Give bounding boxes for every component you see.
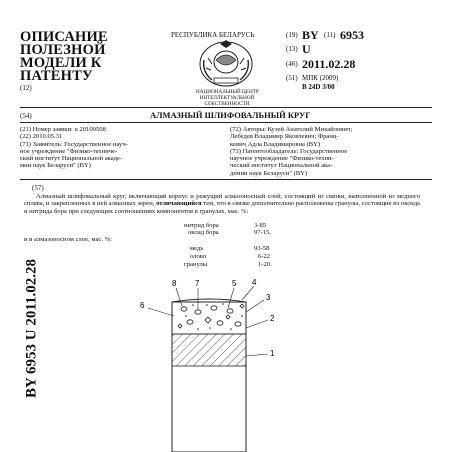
publication-date: 2011.02.28: [302, 57, 356, 71]
granule-name: нитрид бора: [184, 222, 219, 229]
hatched-layer: [172, 334, 246, 366]
mpk-class: B 24D 3/00: [302, 83, 335, 91]
figure-label: 8: [172, 279, 177, 288]
biblio-line: научное учреждение "Физико-техни-: [230, 155, 334, 163]
mpk-label: МПК (2009): [302, 74, 339, 82]
figure-label: 1: [270, 349, 275, 358]
layer-value: 1-20.: [258, 261, 272, 268]
biblio-line: Лебедев Владимир Яковлевич; Франц-: [230, 133, 339, 141]
divider: [20, 122, 432, 123]
kind-code: U: [302, 42, 311, 56]
invention-title: АЛМАЗНЫЙ ШЛИФОВАЛЬНЫЙ КРУГ: [150, 110, 311, 120]
biblio-line: кевич Адла Владимировна (BY): [230, 140, 321, 148]
center-line: НАЦИОНАЛЬНЫЙ ЦЕНТР: [196, 89, 259, 95]
granule-value: 3-85: [254, 222, 267, 229]
layer-name: олово: [190, 253, 207, 260]
field-11: (11): [324, 31, 336, 39]
figure-label: 7: [195, 279, 200, 288]
field-46: (46): [286, 60, 298, 68]
biblio-line: (22) 2010.05.31: [20, 133, 63, 141]
title-line: МОДЕЛИ К: [20, 55, 102, 71]
field-51: (51): [286, 74, 298, 82]
biblio-line: ский институт Национальной акаде-: [20, 155, 123, 163]
abstract-text: [24, 193, 420, 215]
layer-name: гранулы: [184, 261, 208, 268]
abstract-body-end: тем, что в связке дополнительно расположены гранулы, состоящие из оксида и нитрида бора при следующих соотношениях компонентов в гранулах, мас. %:: [24, 200, 420, 215]
layer-value: 6-22: [258, 253, 271, 260]
granule-value: 97-15,: [254, 229, 272, 236]
divider: [20, 179, 432, 180]
figure-label: 2: [270, 314, 275, 323]
biblio-line: (21) Номер заявки: u 20100508: [20, 126, 106, 133]
center-line: СОБСТВЕННОСТИ: [204, 101, 250, 107]
diamond-grains: [178, 304, 244, 328]
field-54: (54): [20, 112, 32, 120]
side-patent-number: BY 6953 U 2011.02.28: [23, 258, 40, 399]
biblio-right: [230, 126, 352, 177]
layer-value: 93-58: [254, 245, 270, 252]
patent-number: 6953: [340, 28, 364, 42]
biblio-line: демии наук Беларуси" (BY): [230, 169, 308, 177]
biblio-line: (72) Авторы: Кузей Анатолий Михайлович;: [230, 126, 353, 133]
abstract-keyword: отличающийся: [156, 200, 202, 208]
field-12: (12): [20, 84, 32, 92]
divider: [20, 107, 432, 108]
layer-name: медь: [190, 245, 204, 252]
field-57: (57): [32, 184, 44, 192]
biblio-line: мии наук Беларуси" (BY): [20, 162, 91, 170]
biblio-line: (73) Патентообладатель: Государственное: [230, 147, 348, 155]
biblio-line: ное учреждение "Физико-техниче-: [20, 147, 118, 155]
title-line: ОПИСАНИЕ: [20, 29, 108, 45]
document-title: [20, 31, 108, 83]
figure-label: 3: [266, 293, 271, 302]
figure-label: 4: [252, 278, 257, 287]
grinding-wheel-figure: [130, 276, 300, 452]
national-center: [196, 89, 258, 107]
republic-name: РЕСПУБЛИКА БЕЛАРУСЬ: [171, 31, 255, 39]
abstract-body: Алмазный шлифовальный круг, включающий корпус и режущий алмазоносный слой, состоящий из связки, выполненной из медного сплава, и закрепленных в ней алмазных зерен,: [24, 193, 420, 208]
figure-label: 6: [140, 301, 145, 310]
center-line: ИНТЕЛЛЕКТУАЛЬНОЙ: [199, 95, 255, 101]
biblio-left: [20, 126, 128, 170]
layer-intro: и в алмазоносном слое, мас. %:: [24, 236, 112, 243]
granule-name: оксид бора: [188, 229, 219, 236]
country-code: BY: [302, 28, 319, 42]
title-line: ПАТЕНТУ: [20, 68, 93, 84]
field-13: (13): [286, 45, 298, 53]
belarus-emblem-icon: [198, 40, 254, 88]
title-line: ПОЛЕЗНОЙ: [20, 42, 106, 58]
biblio-line: (71) Заявитель: Государственное науч-: [20, 140, 128, 148]
field-19: (19): [286, 31, 298, 39]
figure-label: 5: [232, 279, 237, 288]
biblio-line: ческий институт Национальной ака-: [230, 162, 333, 170]
